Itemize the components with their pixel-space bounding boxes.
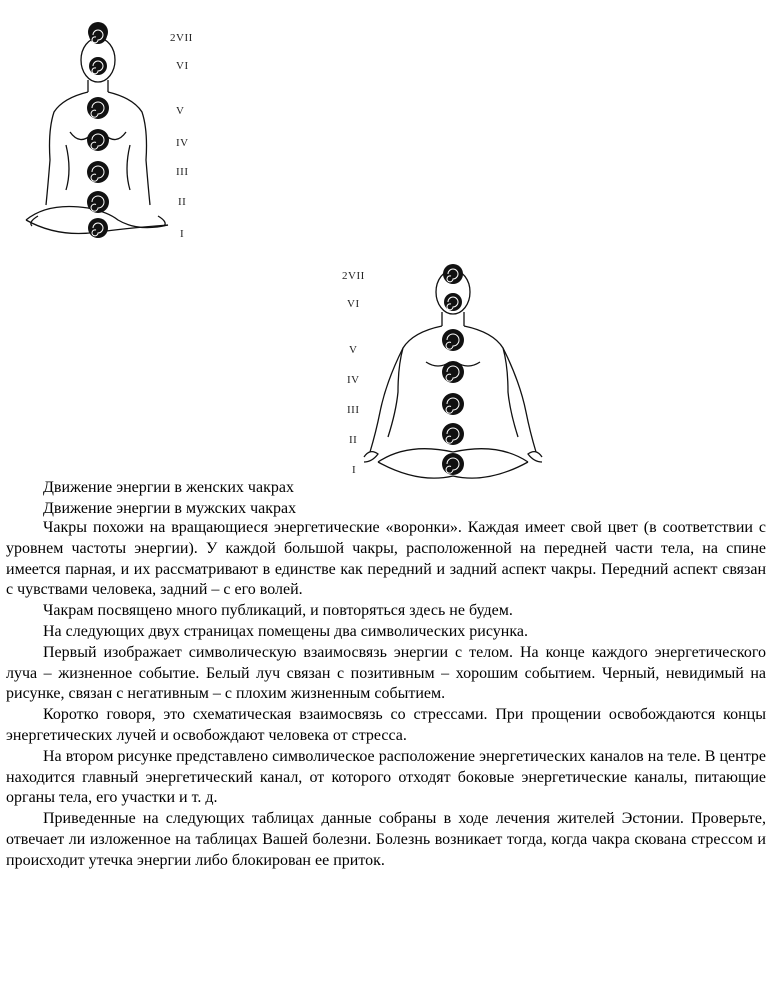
female-chakra-figure	[18, 20, 178, 250]
male-level-1: I	[352, 464, 357, 476]
paragraph: Коротко говоря, это схематическая взаимосвязь со стрессами. При прощении освобождаются концы энергетических лучей и освобождают человека от стресса.	[6, 706, 766, 744]
paragraph: На втором рисунке представлено символическое расположение энергетических каналов на теле. В центре находится главный энергетический канал, от которого отходят боковые энергетические каналы, питающие органы тела, его участки и т. д.	[6, 747, 766, 807]
female-level-7: 2VII	[170, 32, 193, 44]
paragraph: На следующих двух страницах помещены два символических рисунка.	[43, 622, 528, 640]
male-level-3: III	[347, 404, 360, 416]
female-level-4: IV	[176, 137, 189, 149]
male-figure-caption: Движение энергии в мужских чакрах	[43, 500, 297, 517]
paragraph: Первый изображает символическую взаимосвязь энергии с телом. На конце каждого энергетического луча – жизненное событие. Белый луч связан с позитивным – хорошим событием. Черный, невидимый на рисунке, связан с негативным – с плохим жизненным событием.	[6, 643, 766, 703]
female-figure-illustration	[18, 20, 178, 250]
paragraph: Чакрам посвящено много публикаций, и повторяться здесь не будем.	[43, 602, 513, 620]
female-figure-caption: Движение энергии в женских чакрах	[43, 479, 294, 496]
female-level-2: II	[178, 196, 187, 208]
paragraph: Приведенные на следующих таблицах данные собраны в ходе лечения жителей Эстонии. Проверьте, отвечает ли изложенное на таблицах Вашей болезни. Болезнь возникает тогда, когда чакра скована стрессом и происходит утечка энергии либо блокирован ее приток.	[6, 810, 766, 869]
male-level-5: V	[349, 344, 358, 356]
male-chakra-figure	[358, 262, 548, 492]
female-level-6: VI	[176, 60, 189, 72]
paragraph: Чакры похожи на вращающиеся энергетические «воронки». Каждая имеет свой цвет (в соответствии с уровнем частоты энергии). У каждой большой чакры, расположенной на передней части тела, на спине имеется парная, и их рассматривают в единстве как передний и задний аспект чакры. Передний аспект связан с чувствами человека, задний – с его волей.	[6, 519, 766, 599]
male-chakra-circles	[442, 264, 464, 475]
body-text	[6, 518, 766, 872]
male-level-2: II	[349, 434, 358, 446]
male-figure-illustration	[358, 262, 548, 492]
female-level-3: III	[176, 166, 189, 178]
male-level-4: IV	[347, 374, 360, 386]
male-level-6: VI	[347, 298, 360, 310]
male-level-7: 2VII	[342, 270, 365, 282]
female-chakra-circles	[87, 26, 109, 238]
female-level-1: I	[180, 228, 185, 240]
female-level-5: V	[176, 105, 185, 117]
